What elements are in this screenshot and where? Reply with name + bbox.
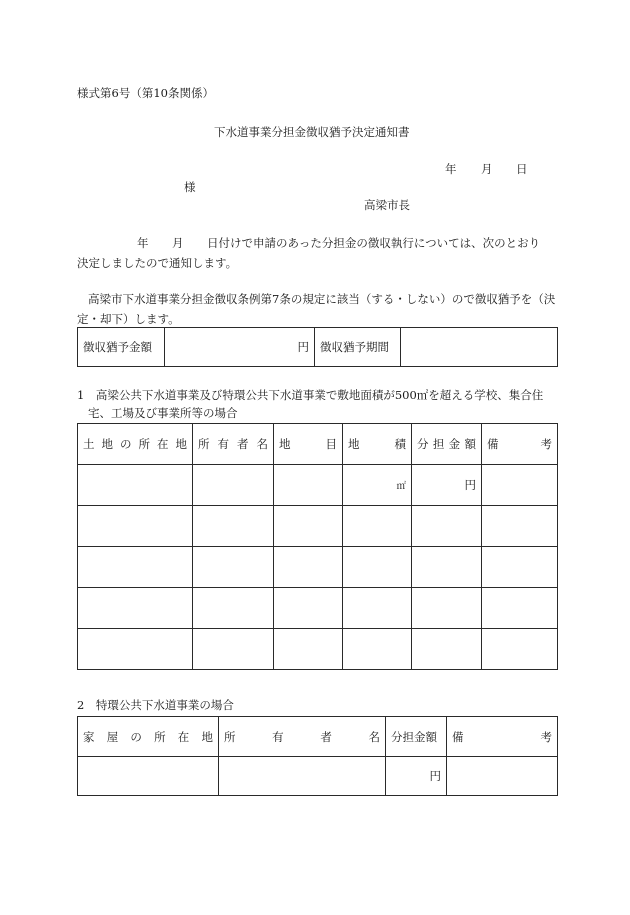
remarks-field[interactable] [482, 629, 558, 670]
charge-amount-field[interactable] [412, 506, 482, 547]
deferred-amount-unit: 円 [297, 340, 309, 354]
header-land-location: 土 地 の 所 在 地 [78, 424, 193, 465]
charge-amount-field[interactable] [412, 588, 482, 629]
header-land-category: 地 目 [274, 424, 343, 465]
deferred-amount-label: 徴収猶予金額 [78, 328, 165, 367]
amount-unit: 円 [464, 478, 476, 492]
owner-name-field[interactable] [219, 757, 386, 796]
header-owner-name: 所 有 者 名 [219, 717, 386, 757]
deferred-period-field[interactable] [401, 328, 558, 367]
decision-line1: 高梁市下水道事業分担金徴収条例第7条の規定に該当（する・しない）ので徴収猶予を（決 [88, 292, 556, 306]
land-location-field[interactable] [78, 506, 193, 547]
deferred-period-label: 徴収猶予期間 [315, 328, 401, 367]
land-category-field[interactable] [274, 465, 343, 506]
owner-name-field[interactable] [193, 506, 274, 547]
owner-name-field[interactable] [193, 588, 274, 629]
date-month-label: 月 [481, 162, 493, 176]
land-location-field[interactable] [78, 465, 193, 506]
header-owner-name: 所 有 者 名 [193, 424, 274, 465]
section1-heading-line1: 1 高梁公共下水道事業及び特環公共下水道事業で敷地面積が500㎡を超える学校、集合住 [77, 388, 544, 402]
land-category-field[interactable] [274, 629, 343, 670]
summary-table [77, 327, 558, 367]
owner-name-field[interactable] [193, 465, 274, 506]
table-row [78, 547, 558, 588]
charge-amount-field[interactable] [412, 629, 482, 670]
remarks-field[interactable] [447, 757, 558, 796]
section2-heading: 2 特環公共下水道事業の場合 [77, 698, 234, 712]
section1-heading-line2: 宅、工場及び事業所等の場合 [88, 406, 238, 420]
deferred-amount-field[interactable] [165, 328, 315, 367]
owner-name-field[interactable] [193, 629, 274, 670]
remarks-field[interactable] [482, 588, 558, 629]
table-row [78, 629, 558, 670]
decision-line2: 定・却下）します。 [77, 312, 180, 326]
header-house-location: 家 屋 の 所 在 地 [78, 717, 219, 757]
intro-year-label: 年 [137, 236, 149, 250]
charge-amount-field[interactable] [386, 757, 447, 796]
charge-amount-field[interactable] [412, 547, 482, 588]
document-title: 下水道事業分担金徴収猶予決定通知書 [214, 125, 410, 139]
date-year-label: 年 [445, 162, 457, 176]
date-day-label: 日 [516, 162, 528, 176]
header-charge-amount: 分 担 金 額 [412, 424, 482, 465]
remarks-field[interactable] [482, 547, 558, 588]
land-category-field[interactable] [274, 547, 343, 588]
section2-table [77, 716, 558, 796]
intro-month-label: 月 [172, 236, 184, 250]
table-row [78, 757, 558, 796]
house-location-field[interactable] [78, 757, 219, 796]
land-category-field[interactable] [274, 588, 343, 629]
amount-unit: 円 [429, 769, 441, 783]
land-location-field[interactable] [78, 547, 193, 588]
remarks-field[interactable] [482, 506, 558, 547]
land-area-field[interactable] [343, 588, 412, 629]
land-location-field[interactable] [78, 588, 193, 629]
section1-table [77, 423, 558, 670]
land-area-field[interactable] [343, 629, 412, 670]
intro-line1-rest: 日付けで申請のあった分担金の徴収執行については、次のとおり [207, 236, 541, 250]
owner-name-field[interactable] [193, 547, 274, 588]
land-location-field[interactable] [78, 629, 193, 670]
table-row [78, 465, 558, 506]
land-area-field[interactable] [343, 506, 412, 547]
table-row [78, 506, 558, 547]
form-number: 様式第6号（第10条関係） [77, 86, 214, 100]
header-remarks: 備 考 [482, 424, 558, 465]
table-row [78, 588, 558, 629]
land-category-field[interactable] [274, 506, 343, 547]
section2-header-row [78, 717, 558, 757]
area-unit: ㎡ [396, 481, 406, 492]
intro-line2: 決定しましたので通知します。 [77, 256, 238, 270]
header-land-area: 地 積 [343, 424, 412, 465]
land-area-field[interactable] [343, 465, 412, 506]
section1-header-row [78, 424, 558, 465]
issuer-name: 高梁市長 [364, 198, 410, 212]
header-charge-amount: 分担金額 [386, 717, 447, 757]
addressee-suffix: 様 [184, 180, 196, 194]
land-area-field[interactable] [343, 547, 412, 588]
charge-amount-field[interactable] [412, 465, 482, 506]
remarks-field[interactable] [482, 465, 558, 506]
header-remarks: 備 考 [447, 717, 558, 757]
